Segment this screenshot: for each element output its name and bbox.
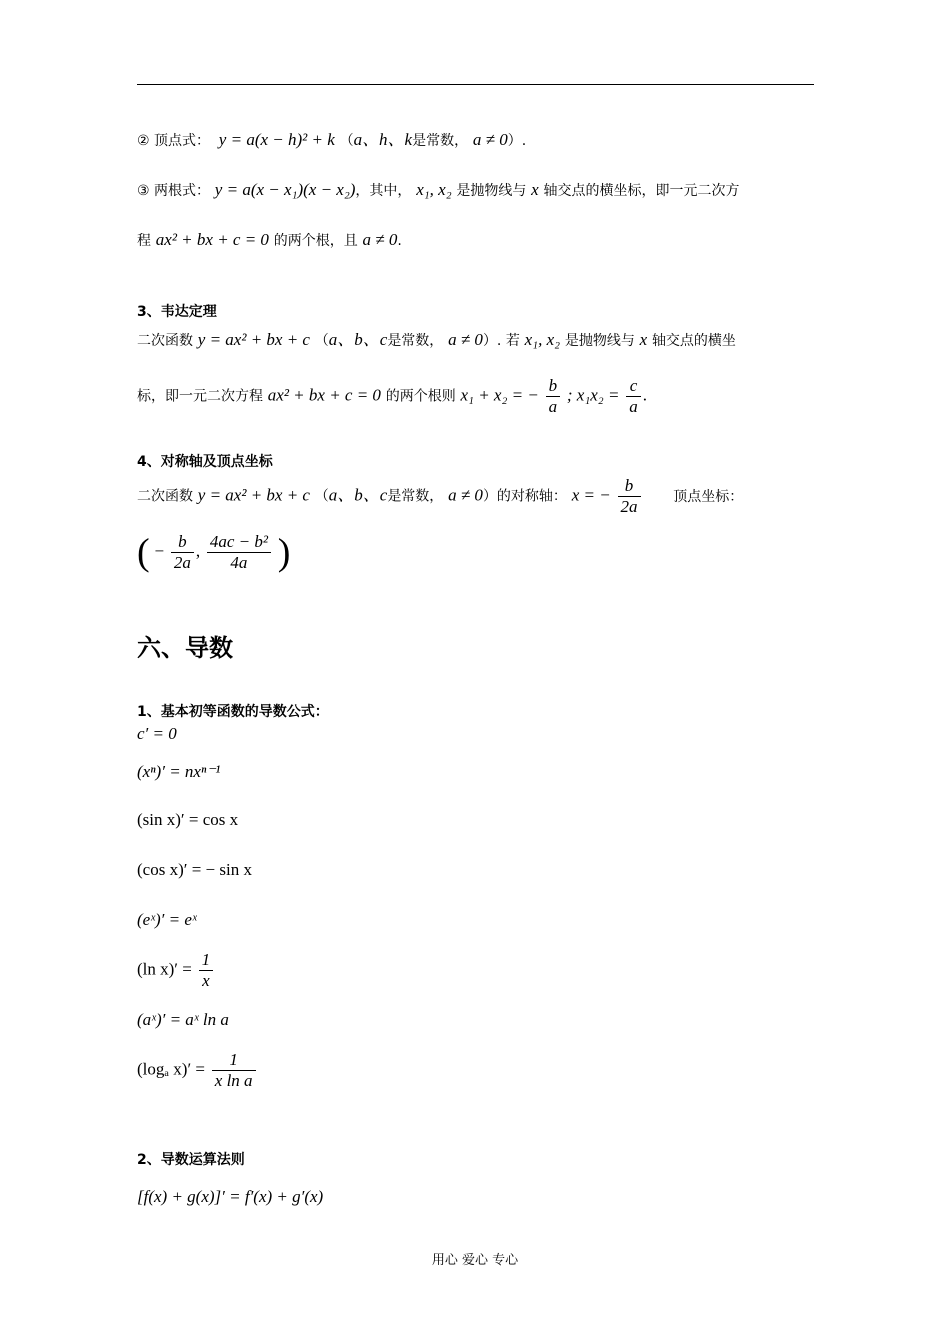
text: ，其中， (355, 183, 412, 199)
formula-line: (aˣ)′ = aˣ ln a (137, 1010, 229, 1029)
equation: ax² + bx + c = 0 (155, 230, 269, 249)
subsection-heading: 1、基本初等函数的导数公式： (137, 704, 329, 720)
axis-fraction (618, 476, 641, 517)
vieta-line-1 (137, 328, 817, 353)
root-form-line-2 (137, 228, 817, 253)
text: 的两个根则 (385, 388, 456, 405)
formula-line: (eˣ)′ = eˣ (137, 910, 197, 929)
formula-line: (cos x)′ = − sin x (137, 860, 252, 879)
denominator: 4a (207, 552, 271, 573)
numerator: 1 (201, 950, 211, 969)
text: 是抛物线与 (564, 333, 635, 349)
params: a、b、c (328, 330, 388, 349)
numerator: b (178, 532, 187, 551)
text: 是常数， (387, 333, 444, 349)
left-paren: ( (137, 531, 150, 574)
text: 是常数， (387, 488, 444, 505)
sum-lhs: x₁ + x₂ = − (460, 385, 539, 405)
text: 二次函数 (137, 333, 193, 349)
text: 顶点坐标： (673, 488, 744, 505)
condition: a ≠ 0 (448, 330, 483, 349)
axis-line (137, 476, 817, 517)
text: 二次函数 (137, 488, 193, 505)
comma: , (195, 541, 201, 561)
denominator: 2a (171, 552, 194, 573)
text: . (642, 385, 647, 405)
numerator: c (629, 376, 638, 395)
equation: ax² + bx + c = 0 (267, 385, 381, 405)
paren: （ (314, 333, 329, 349)
roots: x₁, x₂ (524, 330, 561, 349)
var-x: x (639, 330, 648, 349)
fraction (212, 1050, 256, 1091)
roots: x₁, x₂ (416, 180, 452, 199)
function: y = ax² + bx + c (197, 330, 310, 349)
text: 的两个根，且 (273, 233, 358, 249)
text: 标，即一元二次方程 (137, 388, 263, 405)
numerator: b (548, 376, 558, 395)
vertex-y-fraction (207, 532, 271, 573)
ln-derivative (137, 950, 817, 991)
sum-fraction (546, 376, 561, 417)
text: 是常数， (412, 133, 469, 149)
product-lhs: ; x₁x₂ = (566, 385, 620, 405)
vieta-line-2 (137, 376, 817, 417)
text: ）. (507, 133, 527, 149)
condition: a ≠ 0 (472, 130, 508, 149)
page-footer: 用心 爱心 专心 (431, 1253, 519, 1268)
text: 轴交点的横坐标，即一元二次方 (543, 183, 740, 199)
root-form-line (137, 178, 817, 203)
minus: − (154, 541, 165, 561)
numerator: 4ac − b² (209, 532, 268, 551)
denominator: 2a (618, 496, 641, 517)
lhs: (ln x)′ = (137, 959, 192, 979)
item-label: ② 顶点式： (137, 133, 211, 149)
text: 程 (137, 233, 151, 249)
axis-heading: 4、对称轴及顶点坐标 (137, 454, 273, 470)
denominator: a (626, 396, 641, 417)
formula: y = a(x − x₁)(x − x₂) (214, 180, 356, 199)
formula-line: c′ = 0 (137, 724, 177, 743)
axis-lhs: x = − (571, 485, 611, 505)
condition: a ≠ 0 (362, 230, 398, 249)
log-derivative (137, 1050, 817, 1091)
var-x: x (531, 180, 539, 199)
text: 是抛物线与 (456, 183, 527, 199)
text: ）. 若 (482, 333, 520, 349)
numerator: 1 (229, 1050, 238, 1069)
vertex-x-fraction (171, 532, 194, 573)
condition: a ≠ 0 (448, 485, 483, 505)
denominator: a (546, 396, 561, 417)
formula-line: (xⁿ)′ = nxⁿ⁻¹ (137, 762, 221, 781)
denominator: x ln a (212, 1070, 256, 1091)
vieta-heading: 3、韦达定理 (137, 304, 217, 320)
numerator: b (624, 476, 634, 495)
params: a、h、k (353, 130, 413, 149)
right-paren: ) (277, 531, 291, 574)
vertex-coordinates (137, 532, 817, 573)
vertex-form-line (137, 128, 817, 153)
formula: y = a(x − h)² + k (218, 130, 335, 149)
formula-line: [f(x) + g(x)]′ = f′(x) + g′(x) (137, 1187, 324, 1206)
fraction (199, 950, 214, 991)
denominator: x (199, 970, 214, 991)
subsection-heading: 2、导数运算法则 (137, 1152, 245, 1168)
paren: （ (314, 488, 329, 505)
product-fraction (626, 376, 641, 417)
item-label: ③ 两根式： (137, 183, 211, 199)
header-rule (137, 84, 814, 85)
text: ）的对称轴： (482, 488, 567, 505)
params: a、b、c (328, 485, 388, 505)
function: y = ax² + bx + c (197, 485, 310, 505)
lhs: (logₐ x)′ = (137, 1059, 205, 1079)
paren: （ (339, 133, 354, 149)
text: . (397, 233, 402, 249)
formula-line: (sin x)′ = cos x (137, 810, 239, 829)
text: 轴交点的横坐 (651, 333, 736, 349)
section-title: 六、导数 (137, 634, 233, 662)
